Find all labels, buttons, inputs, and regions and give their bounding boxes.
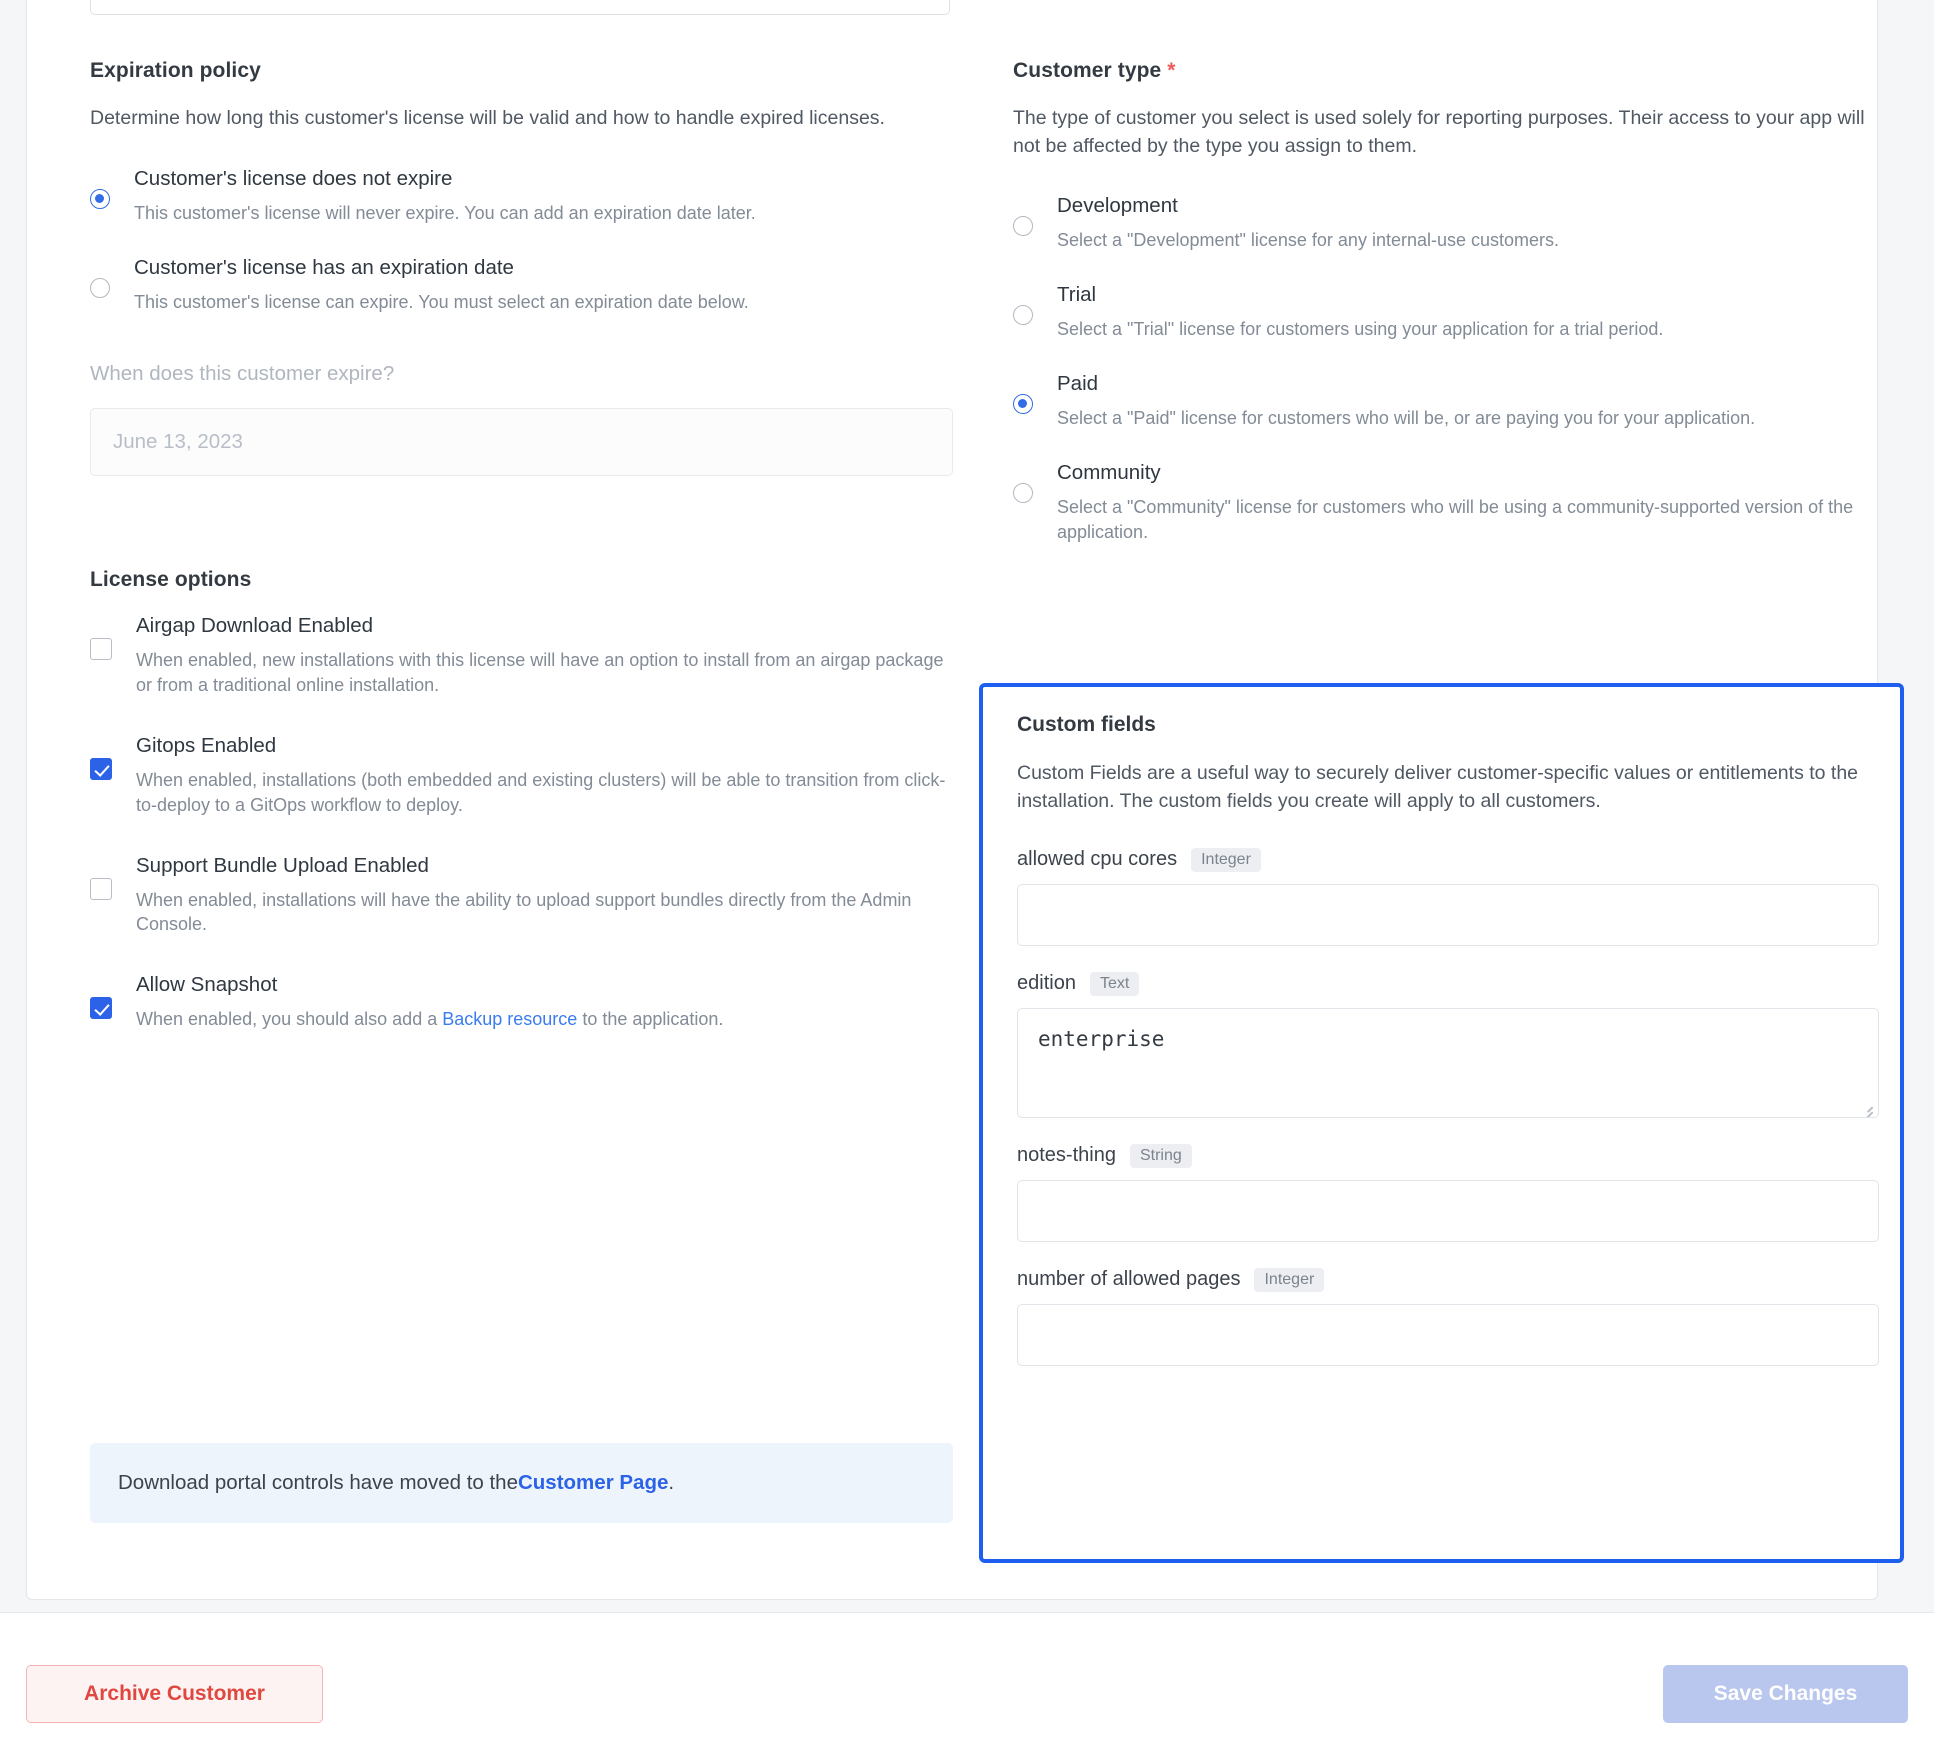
custom-field-name-notes-thing: notes-thing	[1017, 1144, 1116, 1167]
archive-customer-button[interactable]: Archive Customer	[26, 1665, 323, 1723]
radio-paid-label: Paid	[1057, 372, 1099, 396]
required-asterisk: *	[1167, 59, 1176, 82]
notice-text-after: .	[668, 1471, 675, 1494]
custom-field-type-allowed-cpu-cores: Integer	[1191, 848, 1261, 872]
radio-community-sub: Select a "Community" license for customers who will be using a community-supported version of the application.	[1057, 496, 1854, 542]
expiration-option-has-expire[interactable]	[90, 256, 960, 315]
radio-has-expire-sub: This customer's license can expire. You must select an expiration date below.	[134, 291, 749, 312]
custom-field-edition	[1017, 972, 1866, 1118]
customer-type-description: The type of customer you select is used solely for reporting purposes. Their access to your app will not be affected by the type you assign to them.	[1013, 107, 1865, 157]
license-option-airgap[interactable]	[90, 614, 960, 698]
custom-field-name-edition: edition	[1017, 972, 1076, 995]
customer-page-link[interactable]: Customer Page	[517, 1471, 669, 1494]
expiration-policy-title: Expiration policy	[90, 59, 261, 82]
radio-no-expire-label: Customer's license does not expire	[134, 166, 453, 190]
custom-fields-title: Custom fields	[1017, 713, 1156, 736]
custom-field-notes-thing	[1017, 1144, 1866, 1242]
license-options-section	[90, 568, 960, 1032]
right-column	[1013, 59, 1883, 575]
snapshot-sub-after: to the application.	[577, 1009, 724, 1030]
custom-field-input-notes-thing[interactable]	[1017, 1180, 1879, 1242]
radio-community[interactable]	[1013, 483, 1033, 503]
license-option-allow-snapshot[interactable]	[90, 973, 960, 1032]
customer-type-community[interactable]	[1013, 461, 1883, 545]
radio-trial-sub: Select a "Trial" license for customers using your application for a trial period.	[1057, 319, 1664, 340]
radio-trial-label: Trial	[1057, 283, 1097, 307]
radio-trial[interactable]	[1013, 305, 1033, 325]
truncated-text-input-above[interactable]	[90, 0, 950, 15]
checkbox-gitops-enabled[interactable]	[90, 758, 112, 780]
custom-field-name-number-of-allowed-pages: number of allowed pages	[1017, 1268, 1241, 1291]
customer-type-development[interactable]	[1013, 194, 1883, 253]
custom-field-type-number-of-allowed-pages: Integer	[1254, 1268, 1324, 1292]
license-option-gitops-sub: When enabled, installations (both embedded and existing clusters) will be able to transition from click-to-deploy to a GitOps workflow to deploy.	[136, 770, 946, 815]
custom-field-type-edition: Text	[1090, 972, 1139, 996]
radio-has-expire[interactable]	[90, 278, 110, 298]
radio-development-label: Development	[1057, 194, 1178, 218]
footer-bar	[0, 1613, 1934, 1738]
license-option-gitops[interactable]	[90, 734, 960, 818]
radio-has-expire-label: Customer's license has an expiration date	[134, 255, 514, 279]
custom-field-allowed-cpu-cores	[1017, 848, 1866, 946]
expiration-policy-description: Determine how long this customer's license will be valid and how to handle expired licenses.	[90, 107, 885, 129]
checkbox-allow-snapshot[interactable]	[90, 997, 112, 1019]
license-option-airgap-sub: When enabled, new installations with this license will have an option to install from an airgap package or from a traditional online installation.	[136, 650, 944, 696]
download-portal-notice	[90, 1443, 953, 1523]
custom-field-name-allowed-cpu-cores: allowed cpu cores	[1017, 848, 1178, 871]
license-option-airgap-label: Airgap Download Enabled	[136, 614, 374, 638]
customer-type-paid[interactable]	[1013, 372, 1883, 431]
left-column	[90, 59, 960, 1068]
expiration-date-question: When does this customer expire?	[90, 362, 395, 386]
license-options-title: License options	[90, 568, 252, 592]
radio-no-expire[interactable]	[90, 189, 110, 209]
radio-development-sub: Select a "Development" license for any internal-use customers.	[1057, 230, 1560, 251]
custom-fields-description: Custom Fields are a useful way to securely deliver customer-specific values or entitlements to the installation. The custom fields you create will apply to all customers.	[1017, 762, 1859, 813]
radio-paid-sub: Select a "Paid" license for customers who will be, or are paying you for your application.	[1057, 408, 1756, 429]
custom-field-type-notes-thing: String	[1130, 1144, 1192, 1168]
customer-type-trial[interactable]	[1013, 283, 1883, 342]
expiration-date-input[interactable]: June 13, 2023	[90, 408, 953, 476]
license-option-support-bundle-sub: When enabled, installations will have the ability to upload support bundles directly from the Admin Console.	[136, 889, 912, 935]
radio-development[interactable]	[1013, 216, 1033, 236]
custom-field-value-edition: enterprise	[1038, 1026, 1165, 1051]
customer-type-title-text: Customer type	[1013, 59, 1162, 82]
customer-settings-card	[26, 0, 1878, 1600]
radio-no-expire-sub: This customer's license will never expire. You can add an expiration date later.	[134, 202, 756, 223]
license-option-allow-snapshot-label: Allow Snapshot	[136, 973, 278, 997]
custom-field-input-allowed-cpu-cores[interactable]	[1017, 884, 1879, 946]
checkbox-support-bundle-upload-enabled[interactable]	[90, 878, 112, 900]
license-option-support-bundle[interactable]	[90, 854, 960, 938]
customer-type-title	[1013, 59, 1883, 83]
custom-fields-panel	[979, 683, 1904, 1563]
save-changes-button[interactable]: Save Changes	[1663, 1665, 1908, 1723]
notice-text-before: Download portal controls have moved to the	[118, 1471, 518, 1494]
custom-field-number-of-allowed-pages	[1017, 1268, 1866, 1366]
custom-field-textarea-edition[interactable]	[1017, 1008, 1879, 1118]
checkbox-airgap-download-enabled[interactable]	[90, 638, 112, 660]
radio-paid[interactable]	[1013, 394, 1033, 414]
license-option-support-bundle-label: Support Bundle Upload Enabled	[136, 853, 429, 877]
license-option-gitops-label: Gitops Enabled	[136, 734, 277, 757]
resize-handle-icon[interactable]	[1861, 1101, 1873, 1113]
snapshot-sub-before: When enabled, you should also add a	[136, 1009, 443, 1030]
backup-resource-link[interactable]: Backup resource	[442, 1009, 578, 1030]
custom-field-input-number-of-allowed-pages[interactable]	[1017, 1304, 1879, 1366]
expiration-option-no-expire[interactable]	[90, 167, 960, 226]
radio-community-label: Community	[1057, 460, 1161, 484]
license-option-allow-snapshot-sub	[136, 1007, 960, 1032]
